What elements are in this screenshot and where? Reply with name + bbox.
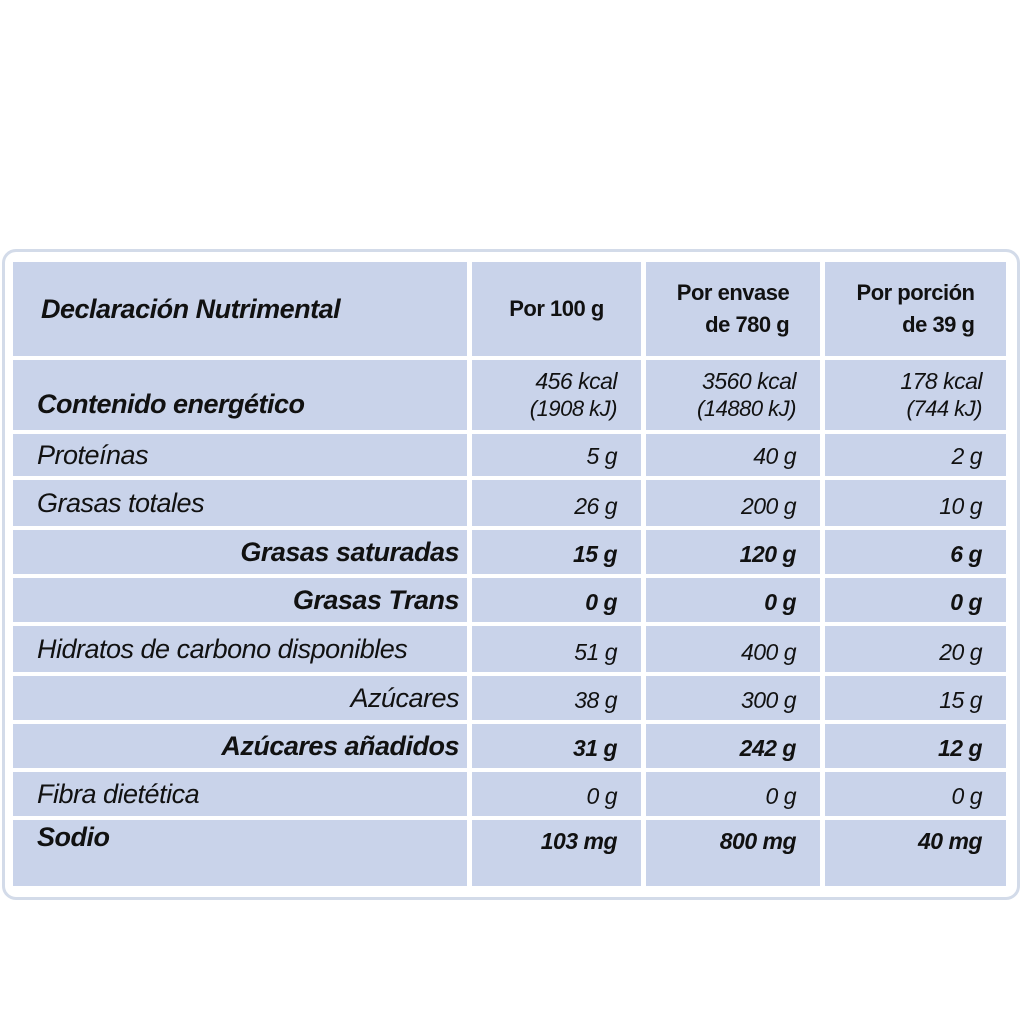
row-label-energy bbox=[13, 360, 467, 430]
proteins-per-package: 40 g bbox=[753, 443, 796, 469]
table-cell bbox=[472, 820, 641, 886]
row-label-sodium-text: Sodio bbox=[37, 822, 110, 852]
carbohydrates-per-serving: 20 g bbox=[939, 639, 982, 665]
energy-kcal-per-package: 3560 kcal bbox=[702, 368, 796, 394]
energy-value-per-serving bbox=[825, 360, 1006, 430]
row-label-trans-fat bbox=[13, 578, 467, 622]
table-cell bbox=[825, 480, 1006, 526]
table-cell bbox=[646, 626, 820, 672]
table-title-text: Declaración Nutrimental bbox=[41, 293, 341, 324]
table-cell bbox=[646, 772, 820, 816]
energy-value-per-100g bbox=[472, 360, 641, 430]
saturated-fat-per-100g: 15 g bbox=[572, 541, 617, 567]
energy-kcal-per-serving: 178 kcal bbox=[900, 368, 982, 394]
table-title bbox=[13, 262, 467, 356]
row-label-energy-text: Contenido energético bbox=[37, 389, 305, 419]
row-label-added-sugars bbox=[13, 724, 467, 768]
header-per-package bbox=[646, 262, 820, 356]
dietary-fiber-per-serving: 0 g bbox=[951, 783, 982, 809]
carbohydrates-per-package: 400 g bbox=[740, 639, 796, 665]
sugars-per-serving: 15 g bbox=[939, 687, 982, 713]
saturated-fat-per-package: 120 g bbox=[739, 541, 796, 567]
dietary-fiber-per-package: 0 g bbox=[765, 783, 796, 809]
trans-fat-per-100g: 0 g bbox=[585, 589, 617, 615]
table-cell bbox=[472, 626, 641, 672]
row-label-sugars-text: Azúcares bbox=[350, 682, 459, 713]
table-cell bbox=[825, 578, 1006, 622]
added-sugars-per-package: 242 g bbox=[739, 735, 796, 761]
table-cell bbox=[646, 724, 820, 768]
energy-kcal-per-100g: 456 kcal bbox=[535, 368, 617, 394]
total-fat-per-serving: 10 g bbox=[939, 493, 982, 519]
row-label-dietary-fiber-text: Fibra dietética bbox=[37, 778, 200, 809]
added-sugars-per-serving: 12 g bbox=[937, 735, 982, 761]
energy-kj-per-100g: (1908 kJ) bbox=[529, 396, 617, 421]
sodium-per-package: 800 mg bbox=[719, 828, 796, 854]
table-cell bbox=[825, 772, 1006, 816]
row-label-total-fat-text: Grasas totales bbox=[37, 487, 205, 518]
carbohydrates-per-100g: 51 g bbox=[574, 639, 617, 665]
table-cell bbox=[472, 480, 641, 526]
table-cell bbox=[472, 434, 641, 476]
trans-fat-per-serving: 0 g bbox=[950, 589, 982, 615]
table-cell bbox=[646, 530, 820, 574]
energy-kj-per-package: (14880 kJ) bbox=[697, 396, 796, 421]
header-per-serving-line1: Por porción bbox=[856, 280, 975, 305]
row-label-added-sugars-text: Azúcares añadidos bbox=[221, 730, 459, 761]
header-per-serving bbox=[825, 262, 1006, 356]
table-cell bbox=[825, 434, 1006, 476]
total-fat-per-100g: 26 g bbox=[574, 493, 617, 519]
table-cell bbox=[646, 820, 820, 886]
table-cell bbox=[825, 626, 1006, 672]
table-cell bbox=[646, 434, 820, 476]
header-per-package-line2: de 780 g bbox=[705, 312, 790, 337]
row-label-carbohydrates-text: Hidratos de carbono disponibles bbox=[37, 633, 408, 664]
table-cell bbox=[825, 724, 1006, 768]
row-label-sodium bbox=[13, 820, 467, 886]
table-cell bbox=[646, 676, 820, 720]
added-sugars-per-100g: 31 g bbox=[572, 735, 617, 761]
row-label-proteins-text: Proteínas bbox=[37, 439, 149, 470]
table-cell bbox=[646, 480, 820, 526]
energy-kj-per-serving: (744 kJ) bbox=[906, 396, 982, 421]
saturated-fat-per-serving: 6 g bbox=[950, 541, 982, 567]
header-per-100g bbox=[472, 262, 641, 356]
row-label-saturated-fat-text: Grasas saturadas bbox=[240, 536, 459, 567]
total-fat-per-package: 200 g bbox=[740, 493, 796, 519]
sodium-per-100g: 103 mg bbox=[540, 828, 617, 854]
header-per-package-line1: Por envase bbox=[676, 280, 790, 305]
row-label-proteins bbox=[13, 434, 467, 476]
table-cell bbox=[825, 676, 1006, 720]
header-per-serving-line2: de 39 g bbox=[902, 312, 975, 337]
table-cell bbox=[472, 724, 641, 768]
table-cell bbox=[472, 676, 641, 720]
table-cell bbox=[472, 578, 641, 622]
row-label-sugars bbox=[13, 676, 467, 720]
row-label-total-fat bbox=[13, 480, 467, 526]
energy-value-per-package bbox=[646, 360, 820, 430]
table-cell bbox=[646, 578, 820, 622]
table-cell bbox=[825, 820, 1006, 886]
proteins-per-serving: 2 g bbox=[951, 443, 982, 469]
table-cell bbox=[472, 772, 641, 816]
table-cell bbox=[825, 530, 1006, 574]
dietary-fiber-per-100g: 0 g bbox=[586, 783, 617, 809]
row-label-carbohydrates bbox=[13, 626, 467, 672]
sugars-per-100g: 38 g bbox=[574, 687, 617, 713]
row-label-saturated-fat bbox=[13, 530, 467, 574]
header-per-100g-text: Por 100 g bbox=[509, 296, 604, 321]
table-cell bbox=[472, 530, 641, 574]
row-label-dietary-fiber bbox=[13, 772, 467, 816]
sugars-per-package: 300 g bbox=[740, 687, 796, 713]
proteins-per-100g: 5 g bbox=[586, 443, 617, 469]
sodium-per-serving: 40 mg bbox=[918, 828, 982, 854]
row-label-trans-fat-text: Grasas Trans bbox=[292, 584, 459, 615]
trans-fat-per-package: 0 g bbox=[764, 589, 796, 615]
